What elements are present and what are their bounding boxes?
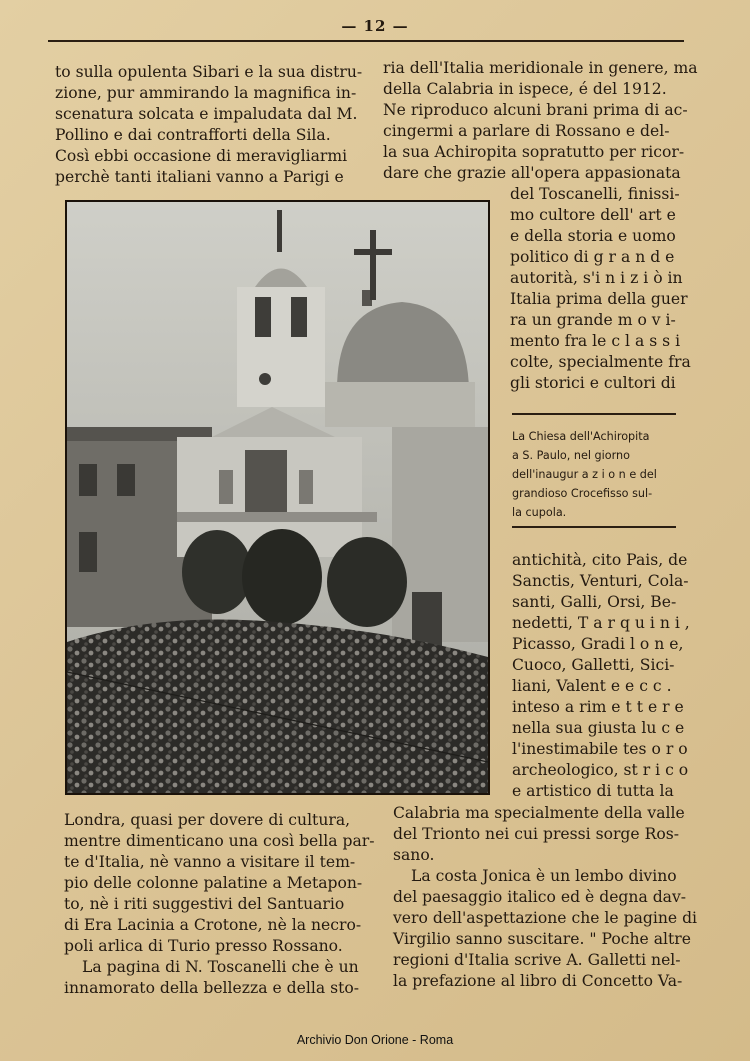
text-line: politico di g r a n d e [510, 248, 675, 266]
text-line: nedetti, T a r q u i n i , [512, 614, 690, 632]
text-line: del Toscanelli, finissi- [510, 185, 680, 203]
text-line: Londra, quasi per dovere di cultura, [64, 811, 351, 829]
text-line: di Era Lacinia a Crotone, nè la necro- [64, 916, 362, 934]
text-line: l'inestimabile tes o r o [512, 740, 688, 758]
text-line: Cuoco, Galletti, Sici- [512, 656, 675, 674]
text-line: Italia prima della guer [510, 290, 688, 308]
text-line: e della storia e uomo [510, 227, 676, 245]
text-line: Ne riproduco alcuni brani prima di ac- [383, 101, 688, 119]
text-line: mentre dimenticano una così bella par- [64, 832, 375, 850]
text-line: della Calabria in ispece, é del 1912. [383, 80, 667, 98]
caption-rule-top [512, 413, 676, 415]
caption-line: grandioso Crocefisso sul- [512, 487, 653, 500]
text-line: Calabria ma specialmente della valle [393, 804, 685, 822]
header-rule [48, 40, 684, 42]
text-line: colte, specialmente fra [510, 353, 691, 371]
text-line: sano. [393, 846, 435, 864]
text-line: mento fra le c l a s s i [510, 332, 681, 350]
text-line: perchè tanti italiani vanno a Parigi e [55, 168, 344, 186]
caption-line: la cupola. [512, 506, 567, 519]
text-line: autorità, s'i n i z i ò in [510, 269, 683, 287]
text-line: innamorato della bellezza e della sto- [64, 979, 359, 997]
text-line: vero dell'aspettazione che le pagine di [393, 909, 698, 927]
text-line: La costa Jonica è un lembo divino [411, 867, 677, 885]
text-line: to sulla opulenta Sibari e la sua distru- [55, 63, 363, 81]
archive-footer: Archivio Don Orione - Roma [296, 1033, 454, 1047]
text-line: Virgilio sanno suscitare. " Poche altre [393, 930, 691, 948]
text-line: pio delle colonne palatine a Metapon- [64, 874, 363, 892]
text-line: la sua Achiropita sopratutto per ricor- [383, 143, 685, 161]
text-line: dare che grazie all'opera appasionata [383, 164, 681, 182]
caption-rule-bottom [512, 526, 676, 528]
church-photo [65, 200, 490, 795]
caption-line: dell'inaugur a z i o n e del [512, 468, 657, 481]
text-line: poli arlica di Turio presso Rossano. [64, 937, 343, 955]
text-line: scenatura solcata e impaludata dal M. [55, 105, 358, 123]
text-line: zione, pur ammirando la magnifica in- [55, 84, 357, 102]
text-line: to, nè i riti suggestivi del Santuario [64, 895, 345, 913]
text-line: ra un grande m o v i- [510, 311, 676, 329]
church-photo-image [67, 202, 488, 793]
text-line: Sanctis, Venturi, Cola- [512, 572, 689, 590]
caption-line: a S. Paulo, nel giorno [512, 449, 630, 462]
text-line: santi, Galli, Orsi, Be- [512, 593, 677, 611]
text-line: nella sua giusta lu c e [512, 719, 685, 737]
text-line: del Trionto nei cui pressi sorge Ros- [393, 825, 680, 843]
text-line: cingermi a parlare di Rossano e del- [383, 122, 670, 140]
caption-line: La Chiesa dell'Achiropita [512, 430, 650, 443]
text-line: regioni d'Italia scrive A. Galletti nel- [393, 951, 681, 969]
text-line: mo cultore dell' art e [510, 206, 676, 224]
text-line: inteso a rim e t t e r e [512, 698, 684, 716]
text-line: ria dell'Italia meridionale in genere, ma [383, 59, 698, 77]
text-line: antichità, cito Pais, de [512, 551, 688, 569]
text-line: gli storici e cultori di [510, 374, 676, 392]
text-line: Picasso, Gradi l o n e, [512, 635, 684, 653]
text-line: del paesaggio italico ed è degna dav- [393, 888, 687, 906]
text-line: liani, Valent e e c c . [512, 677, 672, 695]
text-line: Così ebbi occasione di meravigliarmi [55, 147, 348, 165]
page-number: — 12 — [341, 17, 409, 35]
text-line: la prefazione al libro di Concetto Va- [393, 972, 683, 990]
text-line: te d'Italia, nè vanno a visitare il tem- [64, 853, 356, 871]
text-line: archeologico, st r i c o [512, 761, 689, 779]
text-line: Pollino e dai contrafforti della Sila. [55, 126, 331, 144]
text-line: e artistico di tutta la [512, 782, 674, 800]
text-line: La pagina di N. Toscanelli che è un [82, 958, 359, 976]
